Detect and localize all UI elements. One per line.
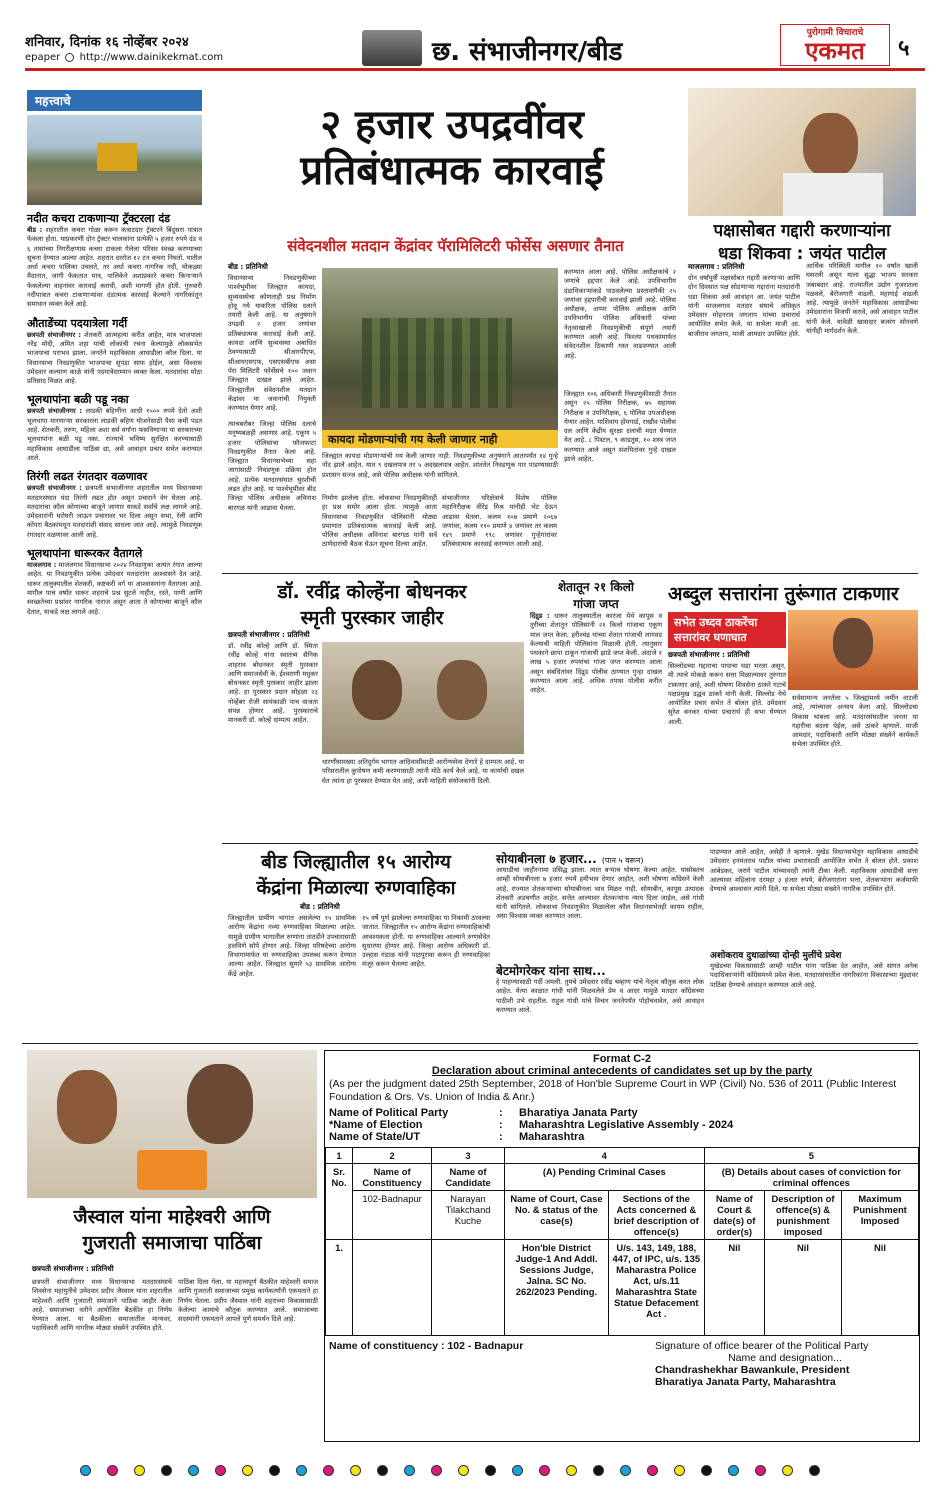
sidebar-item-body: माजलगाव विधानसभा २०२४ निवडणुका अत्यंत रंगात आल्या आहेत. या निवडणुकीत प्रत्येक उमेदवार मतदारांना आश्वासने देत आहे. धारूर तालुक्यातील शेतकरी, कष्टकरी वर्ग या आश्वासनांना वैतागला आहे. मागील पाच वर्षांत धारूर शहराचे प्रश्न सुटले नाहीत, रस्ते, पाणी आणि स्वच्छतेच्या प्रश्नांवर नागरिक नाराज असून आता ते कोणाच्या बाजूने कौल देतात, याकडे लक्ष लागले आहे.	[27, 561, 202, 616]
col-number: 3	[432, 1148, 505, 1164]
col-number: 2	[353, 1148, 432, 1164]
sidebar-item-heading: तिरंगी लढत रंगतदार वळणावर	[27, 470, 148, 484]
registration-mark	[296, 1465, 307, 1476]
jaiswal-headline	[27, 1203, 317, 1255]
kolhe-figure-1	[352, 660, 402, 720]
jaiswal-figure-2	[187, 1064, 253, 1144]
col-number: 5	[704, 1148, 918, 1164]
registration-mark	[701, 1465, 712, 1476]
form-number: Format C-2	[592, 1053, 652, 1065]
sidebar-item-body: छत्रपती संभाजीनगर शहरातील मध्य विधानसभा मतदारसंघात यंदा तिरंगी लढत होत असून प्रचाराने वेग घेतला आहे. मतदारांचा कौल कोणाच्या बाजूने जाणार याकडे सर्वांचे लक्ष लागले आहे. उमेदवारांनी घरोघरी जाऊन प्रचारावर भर दिला असून सभा, रॅली आणि कोपरा बैठकांमधून मतदारांशी संवाद साधला जात आहे. त्यामुळे निवडणूक रंगतदार वळणावर आली आहे.	[27, 484, 202, 539]
cell-b-desc: Nil	[764, 1240, 841, 1336]
divider-bottom	[22, 1043, 918, 1044]
kolhe-headline-line1: डॉ. रवींद्र कोल्हेंना बोधनकर	[277, 581, 467, 603]
cell-empty	[432, 1240, 505, 1336]
footer-line: Signature of office bearer of the Political Party	[655, 1340, 869, 1352]
ganja-headline-line1: शेतातून २१ किलो	[557, 580, 634, 594]
header-sections: Sections of the Acts concerned & brief description of offence(s)	[608, 1191, 704, 1240]
ambulance-col2: १५ वर्षे पूर्ण झालेल्या रुग्णवाहिका या निकामी ठरवल्या जातात. जिल्ह्यातील १५ आरोग्य केंद्रांना रुग्णवाहिकांची आवश्यकता होती. या रुग्णवाहिका आल्याने रुग्णसेवेत सुधारणा होणार आहे. जिल्हा आरोग्य अधिकारी डॉ. उल्हास गंडाळ यांनी पाठपुरावा करून ही रुग्णवाहिका मंजूर करून घेतल्या आहेत.	[362, 914, 490, 969]
format-c2-box	[324, 1050, 920, 1442]
kolhe-col1: डॉ. रवींद्र कोल्हे आणि डॉ. स्मिता रवींद्र कोल्हे यांना स्वातंत्र्य सैनिक शाहराव बोधनकर स्मृती पुरस्कार आणि समाजसेवी के. ईश्वराणी मधुकर बोधनकर स्मृती पुरस्कार जाहीर झाला आहे. हा पुरस्कार प्रदान सोहळा २३ नोव्हेंबर रोजी सायंकाळी पाच वाजता संपन्न होणार आहे. पुरस्काराचे मानकरी डॉ. कोल्हे दाम्पत्य आहेत.	[228, 642, 318, 725]
epaper-label: epaper	[25, 52, 61, 63]
paper-name: एकमत	[805, 37, 865, 65]
patil-headline	[688, 218, 916, 264]
registration-mark	[80, 1465, 91, 1476]
lead-subhead: संवेदनशील मतदान केंद्रांवर पॅरामिलिटरी फोर्सेस असणार तैनात	[287, 237, 624, 255]
patil-body-shape	[783, 173, 883, 216]
cell-sr: 1.	[326, 1240, 353, 1336]
ambulance-byline: बीड : प्रतिनिधी	[300, 902, 340, 911]
table-row	[326, 1148, 919, 1164]
masthead	[20, 28, 925, 68]
patil-face-shape	[803, 113, 858, 178]
logo-emblem	[362, 30, 422, 66]
footer-line: Name and designation...	[728, 1352, 842, 1364]
registration-mark	[485, 1465, 496, 1476]
header-candidate: Name of Candidate	[432, 1164, 505, 1191]
sattar-kicker-line2: सत्तारांवर घणाघात	[674, 631, 747, 644]
sidebar-item-byline: छत्रपती संभाजीनगर :	[27, 407, 83, 416]
meta-value: Maharashtra Legislative Assembly - 2024	[519, 1119, 734, 1131]
registration-mark	[134, 1465, 145, 1476]
site-url[interactable]: http://www.dainikekmat.com	[79, 52, 224, 63]
registration-mark	[188, 1465, 199, 1476]
caption-body: जिल्ह्यात कायदा मोडणाऱ्यांची गय केली जाणार नाही. निवडणुकीच्या अनुषंगाने आतापर्यंत १४ गुन्हे नोंद झाले आहेत. यात ९ दखलपात्र तर ५ अदखलपात्र आहेत. शांततेत निवडणूक पार पाडण्यासाठी प्रशासन सज्ज आहे, असे पोलिस अधीक्षक यांनी सांगितले.	[322, 452, 558, 479]
cell-candidate: Narayan Tilakchand Kuche	[432, 1191, 505, 1240]
registration-mark	[566, 1465, 577, 1476]
right-continuation-subbody: मुखेडच्या विकासासाठी आम्ही पाटील यांना पाठिंबा देत आहोत, असे सांगत अनेक पदाधिकाऱ्यांनी काँग्रेसमध्ये प्रवेश केला. मतदारसंघातील नागरिकांना विकासाच्या मुद्द्यावर पाठिंबा देण्याचे आवाहन करण्यात आले आहे.	[710, 962, 918, 989]
registration-mark	[161, 1465, 172, 1476]
registration-mark	[674, 1465, 685, 1476]
ambulance-headline	[222, 848, 490, 900]
header-b-max: Maximum Punishment Imposed	[841, 1191, 918, 1240]
registration-mark	[431, 1465, 442, 1476]
registration-mark	[323, 1465, 334, 1476]
ganja-byline: दिंद्रुड :	[530, 612, 550, 620]
registration-mark	[242, 1465, 253, 1476]
excavator-shape	[97, 143, 137, 171]
soyabean-headline: सोयाबीनला ७ हजार...	[496, 852, 597, 866]
lead-column	[228, 262, 316, 413]
kolhe-couple-photo	[322, 642, 524, 754]
meta-row: Name of State/UT : Maharashtra	[329, 1131, 585, 1143]
registration-mark	[782, 1465, 793, 1476]
lead-col3: करण्यात आला आहे. पोलिस अधीक्षकांचे २ जणांचे हद्दपार केले आहे. उपविभागीय दंडाधिकाऱ्यांकडे पाठवलेल्या प्रस्तावांपैकी २५ जणांवर हद्दपारीची कारवाई झाली आहे. पोलिस अधीक्षक, अप्पर पोलिस अधीक्षक आणि उपविभागीय पोलिस अधिकारी यांच्या नेतृत्वाखाली निवडणुकीची संपूर्ण तयारी करण्यात आली आहे. फिरत्या पथकांमार्फत संवेदनशील ठिकाणी गस्त वाढवण्यात आली आहे.	[564, 268, 676, 360]
meta-row: Name of Political Party : Bharatiya Janata Party	[329, 1107, 638, 1119]
jaiswal-badge	[137, 1150, 207, 1190]
footer-constituency: Name of constituency : 102 - Badnapur	[329, 1340, 524, 1352]
divider-mid	[222, 843, 918, 844]
header-constituency: Name of Constituency	[353, 1164, 432, 1191]
cell-b-max: Nil	[841, 1240, 918, 1336]
patil-col1: दोन वर्षांपूर्वी पक्षासोबत गद्दारी करणाऱ्या आणि दोन दिवसात पक्ष सोडणाऱ्या गद्दारांना मतदारांनी धडा शिकवा असे आवाहन आ. जयंत पाटील यांनी माजलगाव मतदार संघाचे अधिकृत उमेदवार मोहनराव जगताप यांच्या प्रचारार्थ आयोजित सभेत केले. या सभेला माजी आ. बाजीराव जगताप, माजी आमदार उपस्थित होते.	[688, 274, 800, 338]
registration-mark	[755, 1465, 766, 1476]
header-sr: Sr. No.	[326, 1164, 353, 1240]
section-title: छ. संभाजीनगर/बीड	[432, 37, 623, 67]
soyabean-heading	[496, 848, 704, 867]
sattar-col2: सर्वसामान्य जनतेला ५ जिल्ह्यांमध्ये जमीन वाटली आहे, त्यांच्यावर अन्याय केला आहे. सिल्लोडचा विकास थांबला आहे. मतदारसंघातील जनता या गद्दारीचा बदला घेईल, असे ठाकरे म्हणाले. माजी आमदार, पदाधिकारी आणि मोठ्या संख्येने कार्यकर्ते सभेला उपस्थित होते.	[792, 694, 918, 749]
registration-mark	[107, 1465, 118, 1476]
form-subtitle: (As per the judgment dated 25th September, 2018 of Hon'ble Supreme Court in WP (Civil) No. 536 of 2011 (Public Interest Foundation & Ors. Vs. Union of India & Anr.)	[329, 1078, 897, 1103]
jaiswal-byline: छत्रपती संभाजीनगर : प्रतिनिधी	[32, 1264, 114, 1273]
sidebar-item-body: लाडकी बहिणींना आधी १५०० रुपये देतो अशी भूलथापा मारणाऱ्या सरकारला लाडकी बहिण योजनेसाठी पैसा कमी पडत आहे. शेतकरी, तरुण, महिला अशा सर्व वर्गांना फसविणाऱ्या या सरकारच्या भूलथापांना बळी पडू नका. राज्याचे भविष्य सुरक्षित करण्यासाठी महाविकास आघाडीला पाठिंबा द्या, असे आवाहन प्रचार सभेत करण्यात आले.	[27, 407, 203, 462]
sidebar-title: महत्त्वाचे	[27, 90, 202, 111]
right-continuation-body: पाडण्यात आले आहेत, असेही ते म्हणाले. मुखेड विधानसभेतून महाविकास आघाडीचे उमेदवार हनमंतराव पाटील यांच्या प्रचारासाठी आयोजित सभेत ते बोलत होते. प्रकाश आंबेडकर, जरांगे पाटील यांच्यावरही त्यांनी टीका केली. महाविकास आघाडीची सत्ता आल्यावर महिलांना दरमहा ३ हजार रुपये, बेरोजगारांना भत्ता, शेतकऱ्यांना कर्जमाफी देण्याचे आश्वासन त्यांनी दिले. या सभेला मोठ्या संख्येने नागरिक उपस्थित होते.	[710, 848, 918, 894]
sattar-col1: सिल्लोडच्या गद्दाराचा पापाचा घडा भरला असून, मी त्याचे मोकळे करून सत्ता मिळाल्यावर तुरुंगात टाकणार आहे, अशी घोषणा शिवसेना ठाकरे गटाचे पक्षप्रमुख उद्धव ठाकरे यांनी केली. सिल्लोड येथे आयोजित प्रचार सभेत ते बोलत होते. उमेदवार सुरेश बनकर यांच्या प्रचारार्थ ही सभा घेण्यात आली.	[668, 662, 786, 726]
ganja-body	[530, 612, 662, 696]
patil-headline-line2: धडा शिकवा : जयंत पाटील	[717, 244, 887, 264]
registration-mark	[620, 1465, 631, 1476]
footer-line: Chandrashekhar Bawankule, President	[655, 1364, 850, 1376]
sidebar-item	[27, 392, 202, 463]
soyabean-body: आघाडीचा जाहीरनामा प्रसिद्ध झाला. त्यात बऱ्याच घोषणा केल्या आहेत. यासोबतच आम्ही सोयाबीनला ७ हजार रुपये हमीभाव देणार आहोत, अशी घोषणा काँग्रेसने केली आहे. राज्यात शेतकऱ्यांच्या सोयाबीनला भाव मिळत नाही. सोयाबीन, कापूस उत्पादक शेतकरी अडचणीत आहेत. सत्तेत आल्यावर शेतकऱ्यांना न्याय दिला जाईल, असे गांधी यांनी सांगितले. लोकसभा निवडणुकीत मिळालेला कौल विधानसभेतही कायम राहील, असा विश्वास व्यक्त करण्यात आला.	[496, 866, 704, 921]
header-pending: (A) Pending Criminal Cases	[504, 1164, 704, 1191]
jaiswal-headline-line2: गुजराती समाजाचा पाठिंबा	[82, 1232, 262, 1254]
issue-date: शनिवार, दिनांक १६ नोव्हेंबर २०२४	[25, 35, 189, 50]
header-red-rule	[25, 68, 925, 71]
sidebar-item-heading: भूलथापांना धारूरकर वैतागले	[27, 547, 143, 561]
sidebar	[27, 90, 202, 1040]
uddhav-thackeray-photo	[788, 610, 918, 690]
patil-column	[688, 262, 800, 339]
sidebar-item-body: शहरातील कचरा गोळा करून कंत्राटदार ट्रॅक्टरने बिंदुसरा पात्रात फेकला होता. याप्रकरणी दोन ट्रॅक्टर चालकांना प्रत्येकी ५ हजार रुपये दंड व ६ तासांच्या निगरीक्षणास कचरा टाकला गेलेला परिसर स्वच्छ करण्याच्या सूचना देण्यात आल्या आहेत. शहरात दररोज १२ टन कचरा निघतो. यातील अर्धा कचरा पालिका उचलते, तर अर्धा कचरा नागरिक नदी, मोकळ्या मैदानात, जागी फेकतात मात्र, पालिकेने अशाप्रकारे कचरा किनाऱ्याने फेकलेल्या वाहनांवर कारवाई करावी, अशी मागणी होत होती. गुरुवारी नदीपात्रात कचरा टाकणाऱ्यांवर दंडात्मक कारवाई केल्याने नागरिकांतून समाधान व्यक्त केले आहे.	[27, 226, 202, 309]
right-continuation-subhead: अशोकराव दुधाळांच्या दोन्ही मुलींचे प्रवेश	[710, 951, 842, 961]
table-row	[326, 1191, 919, 1240]
lead-headline-line2: प्रतिबंधात्मक कारवाई	[300, 148, 604, 194]
lead-headline	[222, 102, 682, 194]
sidebar-item-byline: छत्रपती संभाजीनगर :	[27, 484, 82, 493]
kolhe-col2: धारणीसारख्या अतिदुर्गम भागात आदिवासींसाठी आरोग्यसेवा देणारे हे दाम्पत्य आहे. या परिसरातील कुपोषण कमी करण्यासाठी त्यांनी मोठे कार्य केले आहे. या कार्याची दखल घेत त्यांना हा पुरस्कार देण्यात येत आहे, अशी माहिती संयोजकांनी दिली.	[322, 758, 524, 785]
form-meta	[325, 1105, 919, 1145]
ambulance-headline-line2: केंद्रांना मिळाल्या रुग्णवाहिका	[256, 877, 456, 899]
meta-value: Bharatiya Janata Party	[519, 1107, 638, 1119]
soyabean-continued: (पान ५ वरून)	[601, 856, 644, 865]
sidebar-item-heading: नदीत कचरा टाकणाऱ्या ट्रॅक्टरला दंड	[27, 212, 171, 225]
sidebar-list	[27, 211, 202, 617]
ambulance-col1: जिल्ह्यातील ग्रामीण भागात असलेल्या १५ प्राथमिक आरोग्य केंद्रांना नव्या रुग्णवाहिका मिळाल्या आहेत. यामुळे ग्रामीण भागातील रुग्णांना तातडीने उपचारासाठी हलविणे सोपे होणार आहे. जिल्हा परिषदेच्या आरोग्य विभागामार्फत या रुग्णवाहिका उपलब्ध करून देण्यात आल्या आहेत. जिल्ह्यात सुमारे ५३ प्राथमिक आरोग्य केंद्रे आहेत.	[228, 914, 356, 978]
ganja-text: धारूर तालुक्यातील कारंजा येथे कापूस व तुरीच्या शेतातून पोलिसांनी २१ किलो गांजाचा एकूण माल जप्त केला. हरीश्चंद्र यांच्या शेतात गांजाची लागवड केल्याची माहिती पोलिसांना मिळाली होती. त्यानुसार पथकाने छापा टाकून गांजाची झाडे जप्त केली. अंदाजे १ लाख ५ हजार रुपयांचा गांजा जप्त करण्यात आला असून संबंधितांवर दिंद्रुड पोलीस ठाण्यात गुन्हा दाखल करण्यात आला आहे. अधिक तपास पोलीस करीत आहेत.	[530, 612, 663, 695]
soldiers-march-photo	[322, 268, 558, 430]
jaiswal-photo	[27, 1050, 317, 1198]
sidebar-item-byline: छत्रपती संभाजीनगर :	[27, 330, 82, 339]
photo-caption-bar: कायदा मोडणाऱ्यांची गय केली जाणार नाही	[322, 430, 558, 448]
registration-mark	[350, 1465, 361, 1476]
lead-col1: विधानसभा निवडणुकीच्या पार्श्वभूमीवर जिल्ह्यात कायदा, सुव्यवस्थेचा कोणताही प्रश्न निर्माण होवू नये याकरिता पोलिस दलाने तयारी केली आहे. या अनुषंगाने उपद्रवी २ हजार जणांवर प्रतिबंधात्मक कारवाई केली आहे. कायदा आणि सुव्यवस्था अबाधित ठेवण्यासाठी सीआरपीएफ, सीआयएसएफ, एसएसबीएफ असा पॅरा मिलिटरी फोर्सेसचे १०० जवान जिल्ह्यात दाखल झाले आहेत. जिल्ह्यातील संवेदनशील मतदान केंद्रांवर या जवानांची नियुक्ती करण्यात येणार आहे.	[228, 274, 316, 413]
col-number: 1	[326, 1148, 353, 1164]
header-court: Name of Court, Case No. & status of the case(s)	[504, 1191, 608, 1240]
registration-mark	[728, 1465, 739, 1476]
kolhe-headline	[222, 578, 522, 630]
jaiswal-col1: छत्रपती संभाजीनगर मध्य विधानसभा मतदारसंघाचे शिवसेना महायुतीचे उमेदवार प्रदीप जैस्वाल यांना शहरातील माहेश्वरी आणि गुजराती समाजाने पाठिंबा जाहीर केला आहे. समाजाच्या वतीने आयोजित बैठकीत हा निर्णय घेण्यात आला. या बैठकीला समाजातील मान्यवर, पदाधिकारी आणि नागरिक मोठ्या संख्येने उपस्थित होते.	[32, 1278, 172, 1333]
betmogre-headline: बेटमोगरेकर यांना साथ...	[496, 964, 606, 978]
sidebar-item-byline: माजलगाव :	[27, 561, 57, 570]
jayant-patil-photo	[688, 88, 916, 216]
sattar-headline: अब्दुल सत्तारांना तुरूंगात टाकणार	[668, 583, 899, 605]
cell-sections: U/s. 143, 149, 188, 447, of IPC, u/s. 135 Maharastra Police Act, u/s.11 Maharashtra State Statue Defacement Act .	[608, 1240, 704, 1336]
cell-b-court: Nil	[704, 1240, 764, 1336]
cell-constituency: 102-Badnapur	[353, 1191, 432, 1240]
meta-label: *Name of Election	[329, 1119, 423, 1131]
sidebar-item-heading: भूलथापांना बळी पडू नका	[27, 393, 129, 407]
col-number: 4	[504, 1148, 704, 1164]
sattar-byline: छत्रपती संभाजीनगर : प्रतिनिधी	[668, 650, 750, 659]
registration-mark	[593, 1465, 604, 1476]
form-title: Declaration about criminal antecedents of candidates set up by the party	[431, 1065, 813, 1077]
patil-headline-line1: पक्षासोबत गद्दारी करणाऱ्यांना	[713, 221, 891, 241]
ganja-headline-line2: गांजा जप्त	[573, 597, 619, 611]
cell-court: Hon'ble District Judge-1 And Addl. Sessions Judge, Jalna. SC No. 262/2023 Pending.	[504, 1240, 608, 1336]
patil-byline: माजलगाव : प्रतिनिधी	[688, 262, 745, 271]
cell-empty	[353, 1240, 432, 1336]
lead-col2: त्याचबरोबर जिल्हा पोलिस दलाचे मनुष्यबळही असणार आहे. एकूण ५ हजार पोलिसांचा फौजफाटा निवडणुकीत तैनात केला आहे. जिल्ह्यात विधानसभेच्या सहा जागांसाठी निवडणूक प्रक्रिया होत आहे. प्रत्येक मतदारसंघात चुरशीची लढत होत आहे. या पार्श्वभूमीवर बीड जिल्हा पोलिस अधीक्षक अविनाश बारगळ यांनी आढावा घेतला.	[228, 420, 316, 512]
lead-column	[228, 420, 316, 513]
registration-marks-bottom	[80, 1462, 880, 1478]
kolhe-figure-2	[437, 660, 487, 720]
sidebar-item	[27, 469, 202, 540]
epaper-line	[25, 52, 223, 63]
ganja-headline	[530, 578, 662, 612]
registration-mark	[458, 1465, 469, 1476]
header-b-desc: Description of offence(s) & punishment imposed	[764, 1191, 841, 1240]
kolhe-byline: छत्रपती संभाजीनगर : प्रतिनिधी	[228, 630, 310, 639]
kolhe-headline-line2: स्मृती पुरस्कार जाहीर	[300, 607, 444, 629]
jaiswal-col2: पाठिंबा दिला गेला. या महत्त्वपूर्ण बैठकीत माहेश्वरी समाज आणि गुजराती समाजाच्या प्रमुख कार्यकर्त्यांनी एकमताने हा निर्णय घेतला. प्रदीप जैस्वाल यांनी शहराच्या विकासासाठी केलेल्या कामाचे कौतुक करण्यात आले. समाजाच्या सदस्यांनी एकमताने आपले पूर्ण समर्थन दिले आहे.	[178, 1278, 318, 1324]
globe-icon	[65, 53, 74, 62]
thackeray-figure	[833, 618, 873, 668]
meta-row: *Name of Election : Maharashtra Legislative Assembly - 2024	[329, 1119, 734, 1131]
sidebar-item	[27, 316, 202, 387]
ambulance-headline-line1: बीड जिल्ह्यातील १५ आरोग्य	[261, 851, 451, 873]
registration-mark	[512, 1465, 523, 1476]
meta-label: Name of State/UT	[329, 1131, 421, 1143]
registration-mark	[269, 1465, 280, 1476]
sidebar-item-byline: बीड :	[27, 226, 43, 234]
patil-col2: आर्थिक परिस्थिती मागील १० वर्षांत खाली घसरली असून याला सुद्धा भाजप सरकार जबाबदार आहे. राज्यातील उद्योग गुजरातला पळवले, बेरोजगारी वाढली. महागाई वाढली आहे. त्यामुळे जनतेने महाविकास आघाडीच्या उमेदवारांना विजयी करावे, असे आवाहन पाटील यांनी केले. यावेळी खासदार बजरंग सोनवणे यांनीही मार्गदर्शन केले.	[806, 262, 918, 336]
sidebar-item-body: शेतकरी आत्महत्या करीत आहेत, मात्र भाजपाला नरेंद्र मोदी, अमित शहा यांची लोकांची रचना केल्यामुळे लोकसभेत भाजपाचा पराभव झाला. जनतेने महाविकास आघाडीला कौल दिला. या विधानसभा निवडणुकीत भाजपाचा सुपडा साफ होईल, असा विश्वास उमेदवार कल्याण काळे यांनी पदयात्रेदरम्यान व्यक्त केला. मतदारांचा मोठा प्रतिसाद मिळत आहे.	[27, 330, 202, 386]
footer-line: Bharatiya Janata Party, Maharashtra	[655, 1376, 836, 1388]
sattar-kicker-line1: सभेत उध्दव ठाकरेंचा	[674, 616, 758, 629]
jaiswal-figure-1	[57, 1070, 117, 1144]
sidebar-item	[27, 211, 202, 310]
registration-mark	[539, 1465, 550, 1476]
betmogre-body: हे पाहण्यासाठी गर्दी जमली. तुमचे उमेदवार रवींद्र चव्हाण यांचे नेतृत्व कौतुक करत लोक आहेत. येत्या काळात गांधी यांनी मिळवलेले प्रेम व आदर यामुळे मतदार काँग्रेसच्या पाठीशी उभे राहतील. राहुल गांधी यांचे विचार जनतेपर्यंत पोहोचवावेत, असे आवाहन करण्यात आले.	[496, 978, 704, 1014]
lead-col6: संभाजीनगर परिक्षेत्राचे विशेष पोलिस महानिरीक्षक वीरेंद्र मिश्र यांनीही भेट देऊन आढावा घेतला. कलम १०७ प्रमाणे २०६७ जणांवर, कलम ११० प्रमाणे ४ जणांवर तर कलम १४९ प्रमाणे १९८ जणांवर गुन्हेगारांवर प्रतिबंधात्मक कारवाई करण्यात आली आहे.	[442, 494, 557, 549]
lead-col5: निर्माण झालेला होता. लोकसभा निवडणुकीतही हा प्रश्न समोर आला होता. त्यामुळे आता विधानसभा निवडणुकीत पोलिसांनी मोठ्या प्रमाणात प्रतिबंधात्मक कारवाई केली आहे. पोलिस अधीक्षक अविनाश बारगळ यांनी सर्व ठाणेदारांची बैठक घेऊन सूचना दिल्या आहेत.	[322, 494, 437, 549]
table-row	[326, 1240, 919, 1336]
footer-signature	[655, 1340, 915, 1388]
jaiswal-headline-line1: जैस्वाल यांना माहेश्वरी आणि	[73, 1206, 271, 1228]
registration-mark	[404, 1465, 415, 1476]
lead-byline: बीड : प्रतिनिधी	[228, 262, 268, 271]
soldiers-shape	[362, 318, 512, 408]
sidebar-item	[27, 546, 202, 617]
registration-mark	[215, 1465, 226, 1476]
paper-tagline: पुरोगामी विचाराचे	[806, 28, 864, 38]
sidebar-item-heading: औताडेंच्या पदयात्रेला गर्दी	[27, 316, 128, 330]
lead-headline-line1: २ हजार उपद्रवींवर	[320, 102, 584, 148]
garbage-truck-photo	[27, 115, 202, 205]
form-footer	[325, 1336, 919, 1388]
paper-logo-box	[780, 24, 890, 66]
registration-mark	[647, 1465, 658, 1476]
registration-mark	[377, 1465, 388, 1476]
header-b-court: Name of Court & date(s) of order(s)	[704, 1191, 764, 1240]
divider-lead-bottom	[222, 573, 918, 574]
page-number: ५	[898, 36, 910, 61]
meta-value: Maharashtra	[519, 1131, 585, 1143]
table-row	[326, 1164, 919, 1191]
header-convicted: (B) Details about cases of conviction for criminal offences	[704, 1164, 918, 1191]
sattar-kicker	[668, 612, 786, 648]
meta-label: Name of Political Party	[329, 1107, 449, 1119]
lead-col4: जिल्ह्यात १०६ अधिकारी निवडणुकीसाठी तैनात असून २५ पोलिस निरीक्षक, ७५ सहायक निरीक्षक व उपनिरीक्षक, ६ पोलिस उपअधीक्षक येणार आहेत. याशिवाय होमगार्ड, राखीव पोलीस दल आणि केंद्रीय सुरक्षा दलाची मदत घेण्यात येत आहे. ८ पिस्टल, ९ काडतूस, १० शस्त्र जप्त करण्यात आले असून संशयितांवर गुन्हे दाखल झाले आहेत.	[564, 390, 676, 464]
registration-mark	[809, 1465, 820, 1476]
criminal-antecedents-table	[325, 1147, 919, 1336]
